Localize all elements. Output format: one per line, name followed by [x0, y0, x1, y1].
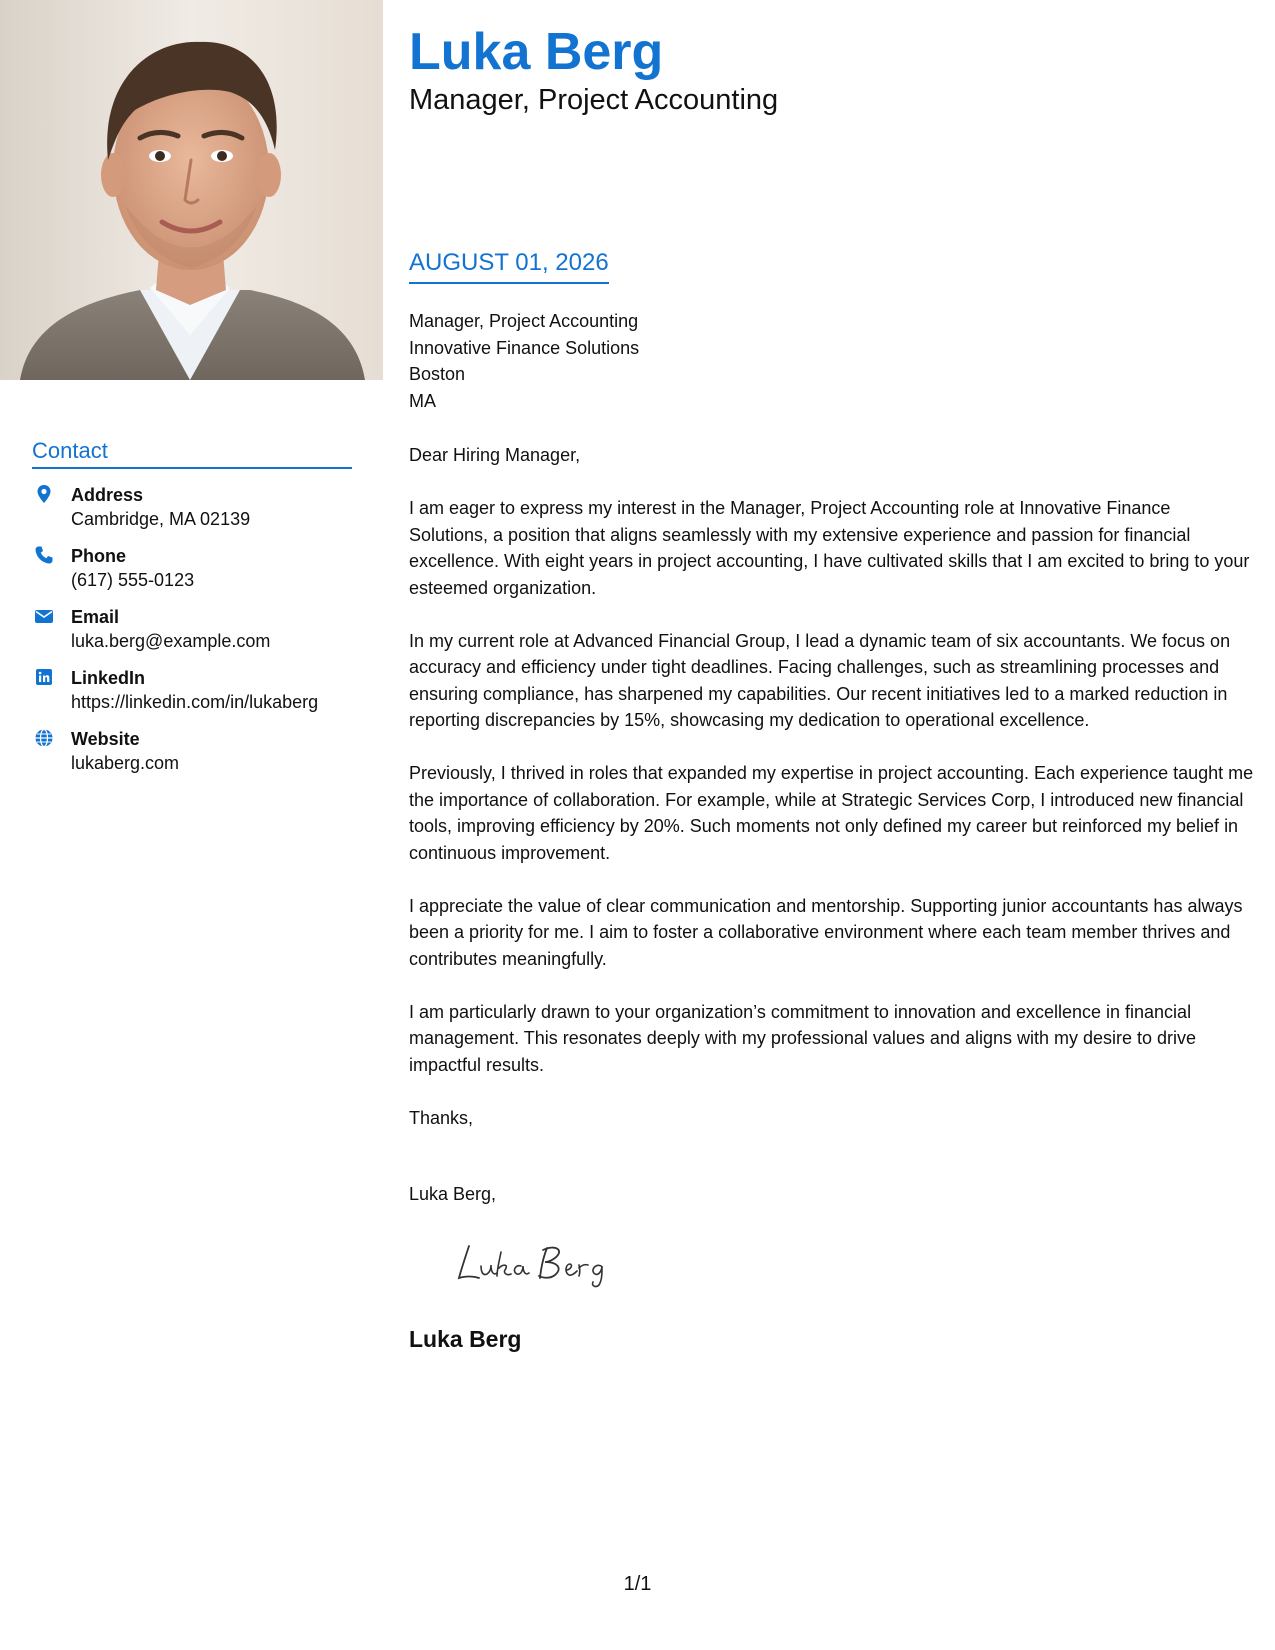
body-paragraph: I appreciate the value of clear communication and mentorship. Supporting junior accountants has always been a priority for me. I aim to foster a collaborative environment where each team member thrives and contributes meaningfully.: [409, 895, 1243, 969]
phone-icon: [34, 545, 54, 565]
contact-value: luka.berg@example.com: [71, 631, 271, 651]
recipient-city: Boston: [409, 364, 466, 384]
contact-label: LinkedIn: [71, 668, 146, 688]
recipient-block: [409, 308, 639, 414]
contact-value[interactable]: https://linkedin.com/in/lukaberg: [71, 692, 319, 712]
contact-heading: Contact: [32, 438, 352, 469]
handwritten-signature: [455, 1238, 635, 1288]
letter-body: [409, 442, 1254, 1158]
contact-linkedin: [32, 666, 352, 714]
contact-value[interactable]: lukaberg.com: [71, 753, 180, 773]
contact-label: Website: [71, 729, 140, 749]
contact-section: [32, 438, 352, 788]
salutation: Dear Hiring Manager,: [409, 445, 581, 465]
contact-value: Cambridge, MA 02139: [71, 509, 251, 529]
letter-date: AUGUST 01, 2026: [409, 248, 609, 284]
sender-name: Luka Berg,: [409, 1184, 497, 1204]
recipient-state: MA: [409, 390, 436, 411]
recipient-company: Innovative Finance Solutions: [409, 337, 640, 358]
body-paragraph: I am eager to express my interest in the Manager, Project Accounting role at Innovative Finance Solutions, a position that aligns seamlessly with my extensive experience and passion for financial excellence. With eight years in project accounting, I have cultivated skills that I am excited to bring to your esteemed organization.: [409, 498, 1250, 598]
contact-phone: [32, 544, 352, 592]
profile-photo: [0, 0, 383, 380]
signature-printed-name: Luka Berg: [409, 1326, 522, 1352]
closing: Thanks,: [409, 1107, 474, 1128]
recipient-title: Manager, Project Accounting: [409, 311, 639, 331]
globe-icon: [34, 728, 54, 748]
contact-label: Address: [71, 485, 144, 505]
contact-website: [32, 727, 352, 775]
contact-label: Email: [71, 607, 120, 627]
contact-address: [32, 483, 352, 531]
envelope-icon: [34, 606, 54, 626]
contact-label: Phone: [71, 546, 127, 566]
page-number: 1/1: [623, 1573, 652, 1595]
body-paragraph: In my current role at Advanced Financial Group, I lead a dynamic team of six accountants. We focus on accuracy and efficiency under tight deadlines. Facing challenges, such as streamlining processes and ensuring compliance, has sharpened my capabilities. Our recent initiatives led to a marked reduction in reporting discrepancies by 15%, showcasing my dedication to operational excellence.: [409, 630, 1231, 730]
applicant-title: Manager, Project Accounting: [409, 84, 779, 116]
linkedin-icon: [34, 667, 54, 687]
map-pin-icon: [34, 484, 54, 504]
applicant-name: Luka Berg: [409, 23, 664, 81]
body-paragraph: I am particularly drawn to your organization’s commitment to innovation and excellence in financial management. This resonates deeply with my professional values and aligns with my desire to drive impactful results.: [409, 1001, 1197, 1075]
contact-email: [32, 605, 352, 653]
contact-value: (617) 555-0123: [71, 570, 195, 590]
body-paragraph: Previously, I thrived in roles that expanded my expertise in project accounting. Each experience taught me the importance of collaboration. For example, while at Strategic Services Corp, I introduced new financial tools, improving efficiency by 20%. Such moments not only defined my career but reinforced my belief in continuous improvement.: [409, 763, 1254, 863]
